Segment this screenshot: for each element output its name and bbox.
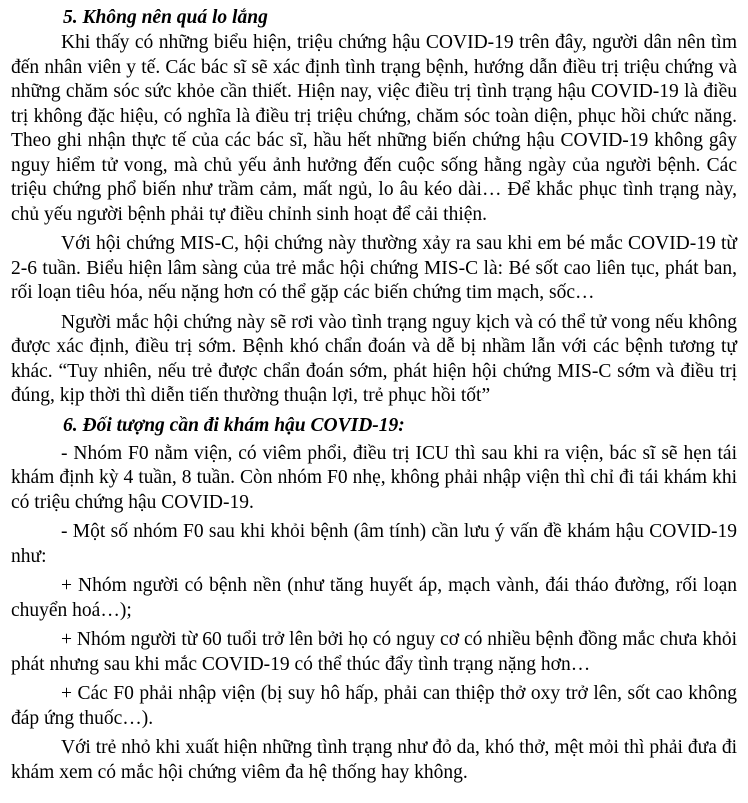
section-5-paragraph-3: Người mắc hội chứng này sẽ rơi vào tình trạng nguy kịch và có thể tử vong nếu không được xác định, điều trị sớm. Bệnh khó chẩn đoán và dễ bị nhầm lẫn với các bệnh tương tự khác. “Tuy nhiên, nếu trẻ được chẩn đoán sớm, phát hiện hội chứng MIS-C sớm và điều trị đúng, kịp thời thì diễn tiến thường thuận lợi, trẻ phục hồi tốt” bbox=[11, 311, 737, 406]
section-5-paragraph-1: Khi thấy có những biểu hiện, triệu chứng hậu COVID-19 trên đây, người dân nên tìm đến nhân viên y tế. Các bác sĩ sẽ xác định tình trạng bệnh, hướng dẫn điều trị triệu chứng và những chăm sóc sức khỏe cần thiết. Hiện nay, việc điều trị tình trạng hậu COVID-19 là điều trị không đặc hiệu, có nghĩa là điều trị triệu chứng, chăm sóc toàn diện, phục hồi chức năng. Theo ghi nhận thực tế của các bác sĩ, hầu hết những biến chứng hậu COVID-19 không gây nguy hiểm tử vong, mà chủ yếu ảnh hưởng đến cuộc sống hằng ngày của người bệnh. Các triệu chứng phổ biến như trầm cảm, mất ngủ, lo âu kéo dài… Để khắc phục tình trạng này, chủ yếu người bệnh phải tự điều chỉnh sinh hoạt để cải thiện. bbox=[11, 32, 737, 225]
section-5-paragraph-2: Với hội chứng MIS-C, hội chứng này thường xảy ra sau khi em bé mắc COVID-19 từ 2-6 tuần. Biểu hiện lâm sàng của trẻ mắc hội chứng MIS-C là: Bé sốt cao liên tục, phát ban, rối loạn tiêu hóa, nếu nặng hơn có thể gặp các biến chứng tim mạch, sốc… bbox=[11, 233, 737, 303]
section-6-heading: 6. Đối tượng cần đi khám hậu COVID-19: bbox=[63, 414, 405, 436]
section-6-subitem-hospitalized: + Các F0 phải nhập viện (bị suy hô hấp, phải can thiệp thở oxy trở lên, sốt cao không đáp ứng thuốc…). bbox=[11, 683, 737, 729]
section-6-item-f0-recovered: - Một số nhóm F0 sau khi khỏi bệnh (âm tính) cần lưu ý vấn đề khám hậu COVID-19 như: bbox=[11, 521, 737, 567]
section-5-heading: 5. Không nên quá lo lắng bbox=[63, 7, 268, 28]
section-6-item-f0-inpatient: - Nhóm F0 nằm viện, có viêm phổi, điều trị ICU thì sau khi ra viện, bác sĩ sẽ hẹn tái khám định kỳ 4 tuần, 8 tuần. Còn nhóm F0 nhẹ, không phải nhập viện thì chỉ đi tái khám khi có triệu chứng hậu COVID-19. bbox=[11, 442, 737, 513]
section-6-children-note: Với trẻ nhỏ khi xuất hiện những tình trạng như đỏ da, khó thở, mệt mỏi thì phải đưa đi khám xem có mắc hội chứng viêm đa hệ thống hay không. bbox=[11, 737, 737, 783]
section-6-subitem-comorbidities: + Nhóm người có bệnh nền (như tăng huyết áp, mạch vành, đái tháo đường, rối loạn chuyển hoá…); bbox=[11, 575, 737, 621]
section-6-subitem-elderly: + Nhóm người từ 60 tuổi trở lên bởi họ có nguy cơ có nhiều bệnh đồng mắc chưa khỏi phát nhưng sau khi mắc COVID-19 có thể thúc đẩy tình trạng nặng hơn… bbox=[11, 629, 737, 675]
